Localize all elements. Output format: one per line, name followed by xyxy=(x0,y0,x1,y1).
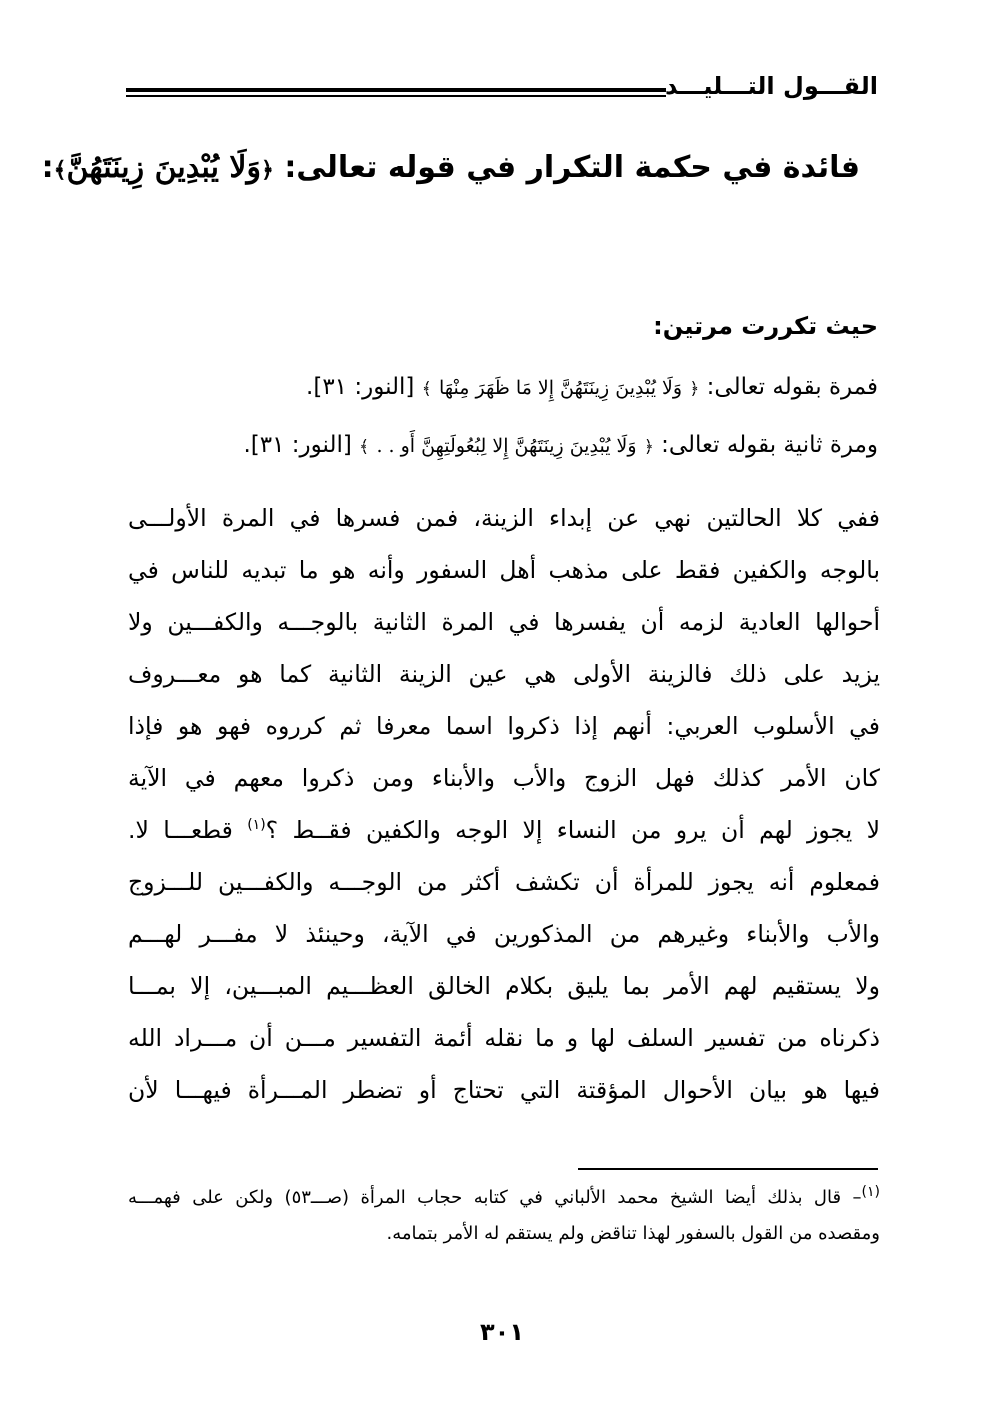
verse-intro: ومرة ثانية بقوله تعالى: xyxy=(661,432,878,458)
verse-quote: وَلَا يُبْدِينَ زِينَتَهُنَّ إِلا مَا ظَهَرَ مِنْهَا xyxy=(439,377,683,399)
header-double-rule xyxy=(126,88,666,97)
body-paragraph xyxy=(128,492,880,1116)
running-header-title: القـــول التـــليـــد xyxy=(664,72,878,100)
footnote-separator xyxy=(578,1168,878,1170)
verse-quote: وَلَا يُبْدِينَ زِينَتَهُنَّ إِلا لِبُعُولَتِهِنَّ أَو . . xyxy=(376,435,637,457)
body-line: ولا يستقيم لهم الأمر بما يليق بكلام الخالق العظـــيم المبـــين، إلا بمـــا xyxy=(128,972,880,1000)
subheading: حيث تكررت مرتين: xyxy=(653,312,878,340)
body-line: ففي كلا الحالتين نهي عن إبداء الزينة، فمن فسرها في المرة الأولـــى xyxy=(128,504,880,532)
heading-verse: وَلَا يُبْدِينَ زِينَتَهُنَّ xyxy=(66,150,261,185)
body-line: والأب والأبناء وغيرهم من المذكورين في الآية، وحينئذ لا مفـــر لهـــم xyxy=(128,920,880,948)
body-line: أحوالها العادية لزمه أن يفسرها في المرة الثانية بالوجـــه والكفـــين ولا xyxy=(128,608,880,636)
body-line: يزيد على ذلك فالزينة الأولى هي عين الزينة الثانية كما هو معـــروف xyxy=(128,660,880,688)
verse-citation: [النور: ٣١]. xyxy=(243,432,352,458)
footnote xyxy=(128,1180,880,1252)
verse-close-ornament: ﴾ xyxy=(421,379,432,399)
body-line: فمعلوم أنه يجوز للمرأة أن تكشف أكثر من الوجـــه والكفـــين للـــزوج xyxy=(128,868,880,896)
verse-intro: فمرة بقوله تعالى: xyxy=(706,374,878,400)
verse-open-ornament: ﴿ xyxy=(643,437,654,457)
verse-open-ornament: ﴿ xyxy=(689,379,700,399)
body-line: كان الأمر كذلك فهل الزوج والأب والأبناء ومن ذكروا معهم في الآية xyxy=(128,764,880,792)
body-line: ذكرناه من تفسير السلف لها و ما نقله أئمة التفسير مـــن أن مـــراد الله xyxy=(128,1024,880,1052)
running-header xyxy=(126,70,878,110)
footnote-marker: (١) xyxy=(861,1184,880,1200)
verse-citation-line xyxy=(243,432,878,458)
verse-close-ornament: ﴾ xyxy=(53,158,67,183)
section-heading xyxy=(41,150,860,185)
verse-open-ornament: ﴿ xyxy=(260,158,274,183)
verse-close-ornament: ﴾ xyxy=(359,437,370,457)
heading-text: فائدة في حكمة التكرار في قوله تعالى: xyxy=(284,150,860,185)
body-line-text: لا يجوز لهم أن يرو من النساء إلا الوجه والكفين فقــط ؟ xyxy=(265,816,880,844)
body-line-tail: قطعـــا لا. xyxy=(128,816,233,844)
heading-end-colon: : xyxy=(41,150,54,185)
body-line-with-footnote xyxy=(128,804,880,856)
footnote-line xyxy=(128,1180,880,1216)
footnote-text: – قال بذلك أيضا الشيخ محمد الألباني في كتابه حجاب المرأة (صـــ٥٣) ولكن على فهمـــه xyxy=(128,1187,862,1208)
verse-citation-line xyxy=(306,374,878,400)
page-number: ٣٠١ xyxy=(480,1318,524,1346)
body-line: بالوجه والكفين فقط على مذهب أهل السفور وأنه هو ما تبديه للناس في xyxy=(128,556,880,584)
body-line: في الأسلوب العربي: أنهم إذا ذكروا اسما معرفا ثم كرروه فهو هو فإذا xyxy=(128,712,880,740)
footnote-reference[interactable]: (١) xyxy=(247,817,266,834)
body-line: فيها هو بيان الأحوال المؤقتة التي تحتاج أو تضطر المـــرأة فيهـــا لأن xyxy=(128,1076,880,1104)
verse-citation: [النور: ٣١]. xyxy=(306,374,415,400)
footnote-line: ومقصده من القول بالسفور لهذا تناقض ولم يستقم له الأمر بتمامه. xyxy=(386,1223,880,1244)
